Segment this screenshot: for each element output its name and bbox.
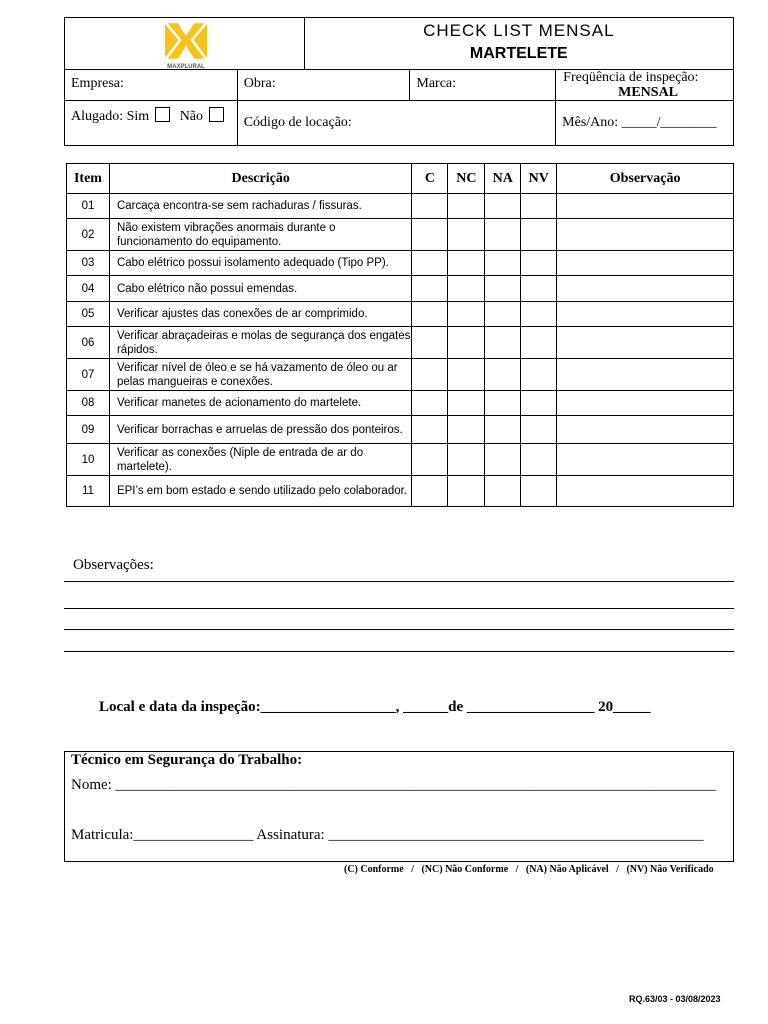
cell-observacao[interactable] <box>557 327 734 359</box>
table-row <box>67 194 734 219</box>
item-number: 06 <box>67 327 110 359</box>
marca-cell[interactable] <box>410 70 556 101</box>
observacoes-line[interactable] <box>64 581 734 582</box>
col-header-na: NA <box>485 164 521 194</box>
item-description: EPI’s em bom estado e sendo utilizado pelo colaborador. <box>109 476 411 507</box>
tecnico-box <box>64 751 734 862</box>
col-header-descricao: Descrição <box>109 164 411 194</box>
item-number: 10 <box>67 444 110 476</box>
codigo-cell[interactable] <box>237 101 555 146</box>
cell-observacao[interactable] <box>557 391 734 416</box>
tecnico-matricula-assinatura-field[interactable]: Matricula:________________ Assinatura: __________________________________________________ <box>71 827 704 843</box>
table-row <box>67 476 734 507</box>
table-row <box>67 444 734 476</box>
cell-nc[interactable] <box>448 416 485 444</box>
item-number: 02 <box>67 219 110 251</box>
marca-label: Marca: <box>416 76 457 91</box>
codigo-label: Código de locação: <box>243 115 352 130</box>
cell-nv[interactable] <box>521 276 557 302</box>
cell-nv[interactable] <box>521 194 557 219</box>
col-header-observacao: Observação <box>557 164 734 194</box>
cell-c[interactable] <box>412 302 448 327</box>
header-table <box>64 17 734 146</box>
sim-label: Sim <box>126 109 150 124</box>
item-description: Carcaça encontra-se sem rachaduras / fissuras. <box>109 194 411 219</box>
item-number: 01 <box>67 194 110 219</box>
alugado-cell <box>65 101 238 146</box>
cell-c[interactable] <box>412 251 448 276</box>
cell-observacao[interactable] <box>557 194 734 219</box>
frequencia-value: MENSAL <box>618 85 679 100</box>
table-row <box>67 391 734 416</box>
item-description: Verificar abraçadeiras e molas de segurança dos engates rápidos. <box>109 327 411 359</box>
item-description: Verificar as conexões (Niple de entrada de ar do martelete). <box>109 444 411 476</box>
cell-c[interactable] <box>412 416 448 444</box>
obra-cell[interactable] <box>237 70 410 101</box>
item-number: 04 <box>67 276 110 302</box>
cell-c[interactable] <box>412 219 448 251</box>
nao-checkbox[interactable] <box>209 107 224 122</box>
cell-nc[interactable] <box>448 359 485 391</box>
item-description: Verificar borrachas e arruelas de pressão dos ponteiros. <box>109 416 411 444</box>
cell-nv[interactable] <box>521 302 557 327</box>
legend: (C) Conforme / (NC) Não Conforme / (NA) Não Aplicável / (NV) Não Verificado <box>344 864 714 875</box>
item-number: 07 <box>67 359 110 391</box>
empresa-cell[interactable] <box>65 70 238 101</box>
item-description: Cabo elétrico possui isolamento adequado (Tipo PP). <box>109 251 411 276</box>
cell-nc[interactable] <box>448 219 485 251</box>
cell-nv[interactable] <box>521 251 557 276</box>
cell-observacao[interactable] <box>557 359 734 391</box>
table-row <box>67 327 734 359</box>
tecnico-title: Técnico em Segurança do Trabalho: <box>71 752 303 768</box>
cell-c[interactable] <box>412 391 448 416</box>
col-header-nc: NC <box>448 164 485 194</box>
table-row <box>67 276 734 302</box>
frequencia-label: Freqüência de inspeção: <box>563 70 699 85</box>
mes-ano-cell[interactable] <box>556 101 734 146</box>
frequencia-cell <box>556 70 734 101</box>
cell-na[interactable] <box>485 391 521 416</box>
cell-c[interactable] <box>412 327 448 359</box>
cell-na[interactable] <box>485 416 521 444</box>
table-row <box>67 219 734 251</box>
cell-observacao[interactable] <box>557 416 734 444</box>
cell-observacao[interactable] <box>557 302 734 327</box>
cell-observacao[interactable] <box>557 276 734 302</box>
sim-checkbox[interactable] <box>155 107 170 122</box>
document-reference: RQ.63/03 - 03/08/2023 <box>629 994 721 1004</box>
cell-c[interactable] <box>412 359 448 391</box>
logo-text: MAXPLURAL <box>167 64 205 69</box>
alugado-label: Alugado: <box>71 109 124 124</box>
col-header-item: Item <box>67 164 110 194</box>
cell-nc[interactable] <box>448 476 485 507</box>
maxplural-logo <box>163 21 209 69</box>
cell-nc[interactable] <box>448 391 485 416</box>
local-data-field[interactable]: Local e data da inspeção:__________________, ______de _________________ 20_____ <box>99 699 651 715</box>
mes-ano-label: Mês/Ano: _____/________ <box>562 115 717 130</box>
checklist-header-row <box>67 164 734 194</box>
item-number: 11 <box>67 476 110 507</box>
cell-na[interactable] <box>485 327 521 359</box>
cell-nv[interactable] <box>521 219 557 251</box>
cell-nc[interactable] <box>448 327 485 359</box>
logo-cell <box>65 18 305 70</box>
observacoes-label: Observações: <box>73 557 154 573</box>
cell-nc[interactable] <box>448 444 485 476</box>
cell-observacao[interactable] <box>557 219 734 251</box>
item-description: Cabo elétrico não possui emendas. <box>109 276 411 302</box>
observacoes-line[interactable] <box>64 629 734 630</box>
cell-nv[interactable] <box>521 444 557 476</box>
cell-observacao[interactable] <box>557 444 734 476</box>
tecnico-nome-field[interactable]: Nome: ________________________________________________________________________________ <box>71 777 716 793</box>
cell-nv[interactable] <box>521 476 557 507</box>
cell-c[interactable] <box>412 444 448 476</box>
cell-c[interactable] <box>412 194 448 219</box>
cell-nc[interactable] <box>448 251 485 276</box>
cell-na[interactable] <box>485 302 521 327</box>
checklist-table <box>66 163 734 507</box>
title-cell <box>304 18 733 70</box>
col-header-nv: NV <box>521 164 557 194</box>
cell-na[interactable] <box>485 359 521 391</box>
item-number: 08 <box>67 391 110 416</box>
table-row <box>67 302 734 327</box>
cell-nv[interactable] <box>521 416 557 444</box>
observacoes-line[interactable] <box>64 608 734 609</box>
cell-na[interactable] <box>485 444 521 476</box>
observacoes-line[interactable] <box>64 651 734 652</box>
item-description: Verificar manetes de acionamento do martelete. <box>109 391 411 416</box>
item-number: 03 <box>67 251 110 276</box>
cell-c[interactable] <box>412 276 448 302</box>
item-number: 09 <box>67 416 110 444</box>
item-description: Não existem vibrações anormais durante o funcionamento do equipamento. <box>109 219 411 251</box>
cell-na[interactable] <box>485 276 521 302</box>
cell-nc[interactable] <box>448 194 485 219</box>
cell-nv[interactable] <box>521 359 557 391</box>
obra-label: Obra: <box>243 76 276 91</box>
cell-nv[interactable] <box>521 391 557 416</box>
col-header-c: C <box>412 164 448 194</box>
table-row <box>67 251 734 276</box>
cell-observacao[interactable] <box>557 251 734 276</box>
empresa-label: Empresa: <box>71 76 124 91</box>
cell-na[interactable] <box>485 194 521 219</box>
table-row <box>67 359 734 391</box>
cell-nc[interactable] <box>448 302 485 327</box>
item-description: Verificar ajustes das conexões de ar comprimido. <box>109 302 411 327</box>
cell-observacao[interactable] <box>557 476 734 507</box>
cell-c[interactable] <box>412 476 448 507</box>
cell-nv[interactable] <box>521 327 557 359</box>
cell-na[interactable] <box>485 251 521 276</box>
cell-na[interactable] <box>485 219 521 251</box>
form-title: CHECK LIST MENSAL <box>423 21 615 40</box>
form-subtitle: MARTELETE <box>469 45 568 62</box>
item-description: Verificar nível de óleo e se há vazamento de óleo ou ar pelas mangueiras e conexões. <box>109 359 411 391</box>
item-number: 05 <box>67 302 110 327</box>
nao-label: Não <box>179 109 204 124</box>
cell-nc[interactable] <box>448 276 485 302</box>
table-row <box>67 416 734 444</box>
cell-na[interactable] <box>485 476 521 507</box>
